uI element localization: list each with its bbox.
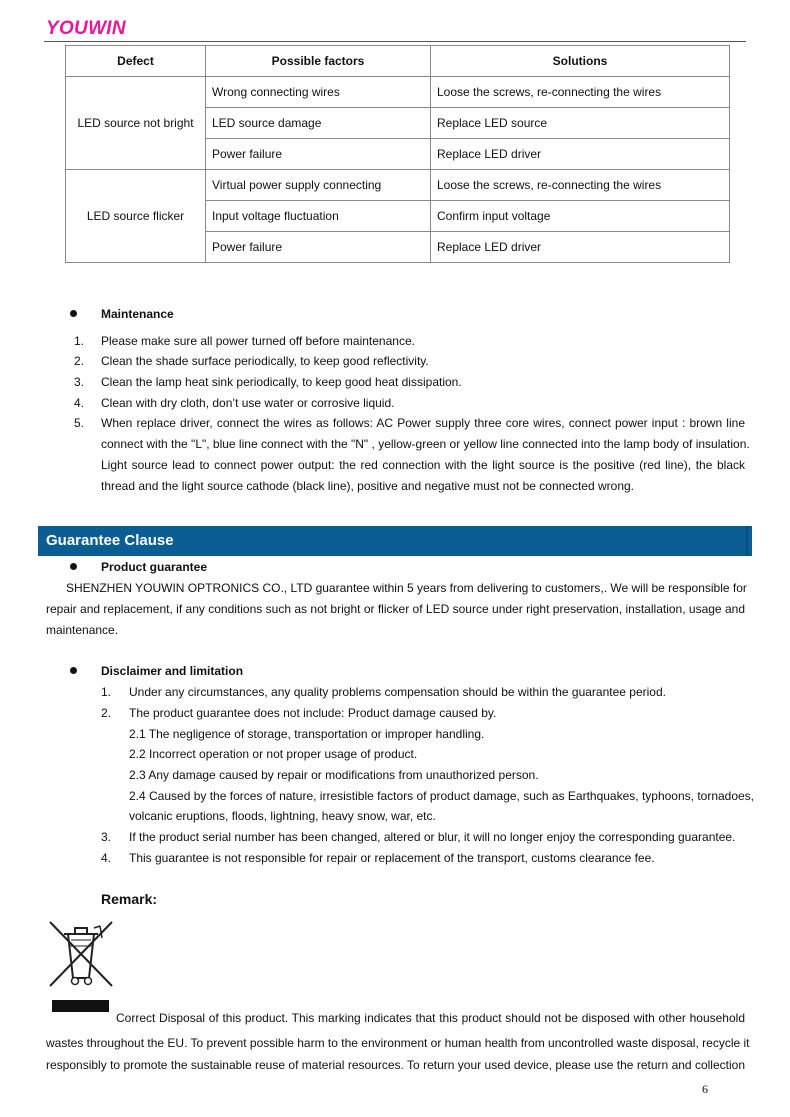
list-item-number: 1. bbox=[101, 685, 112, 699]
defect-table bbox=[65, 45, 730, 263]
list-item-number: 3. bbox=[74, 375, 85, 389]
list-item-line: thread and the light source cathode (black line), positive and negative must not be connected wrong. bbox=[101, 479, 634, 493]
list-item: This guarantee is not responsible for repair or replacement of the transport, customs clearance fee. bbox=[129, 851, 655, 865]
sub-list-item: 2.1 The negligence of storage, transportation or improper handling. bbox=[129, 727, 485, 741]
sub-list-item: 2.3 Any damage caused by repair or modifications from unauthorized person. bbox=[129, 768, 539, 782]
factor-cell: LED source damage bbox=[206, 108, 431, 139]
paragraph-line: Correct Disposal of this product. This marking indicates that this product should not be disposed with other household bbox=[116, 1011, 745, 1025]
bullet-icon bbox=[70, 310, 77, 317]
list-item-number: 2. bbox=[101, 706, 112, 720]
list-item-number: 5. bbox=[74, 416, 85, 430]
list-item: The product guarantee does not include: Product damage caused by. bbox=[129, 706, 497, 720]
solution-cell: Loose the screws, re-connecting the wires bbox=[431, 170, 730, 201]
paragraph-line: SHENZHEN YOUWIN OPTRONICS CO., LTD guarantee within 5 years from delivering to customers,. We will be responsible for bbox=[66, 581, 747, 595]
sub-list-item: volcanic eruptions, floods, lightning, heavy snow, war, etc. bbox=[129, 809, 436, 823]
solution-cell: Replace LED source bbox=[431, 108, 730, 139]
defect-cell: LED source flicker bbox=[66, 170, 206, 263]
paragraph-line: wastes throughout the EU. To prevent possible harm to the environment or human health from uncontrolled waste disposal, recycle it bbox=[46, 1036, 750, 1050]
paragraph-line: responsibly to promote the sustainable reuse of material resources. To return your used device, please use the return and collection bbox=[46, 1058, 745, 1072]
solution-cell: Replace LED driver bbox=[431, 232, 730, 263]
column-header-defect: Defect bbox=[66, 46, 206, 77]
list-item-number: 3. bbox=[101, 830, 112, 844]
paragraph-line: maintenance. bbox=[46, 623, 119, 637]
list-item: Clean the lamp heat sink periodically, to keep good heat dissipation. bbox=[101, 375, 462, 389]
solution-cell: Replace LED driver bbox=[431, 139, 730, 170]
list-item: If the product serial number has been changed, altered or blur, it will no longer enjoy the corresponding guarantee. bbox=[129, 830, 736, 844]
list-item-line: connect with the "L", blue line connect with the "N" , yellow-green or yellow line connected into the lamp body of insulation. bbox=[101, 437, 750, 451]
solution-cell: Confirm input voltage bbox=[431, 201, 730, 232]
disclaimer-title: Disclaimer and limitation bbox=[101, 664, 244, 678]
column-header-factors: Possible factors bbox=[206, 46, 431, 77]
factor-cell: Power failure bbox=[206, 232, 431, 263]
table-row bbox=[66, 77, 730, 108]
solution-cell: Loose the screws, re-connecting the wires bbox=[431, 77, 730, 108]
list-item: Clean the shade surface periodically, to keep good reflectivity. bbox=[101, 354, 429, 368]
table-header-row bbox=[66, 46, 730, 77]
brand-logo: YOUWIN bbox=[46, 18, 126, 39]
list-item-number: 4. bbox=[74, 396, 85, 410]
remark-title: Remark: bbox=[101, 891, 158, 907]
paragraph-line: repair and replacement, if any conditions such as not bright or flicker of LED source under right preservation, installation, usage and bbox=[46, 602, 745, 616]
sub-list-item: 2.2 Incorrect operation or not proper usage of product. bbox=[129, 747, 418, 761]
section-title: Guarantee Clause bbox=[46, 532, 174, 549]
list-item-number: 1. bbox=[74, 334, 85, 348]
factor-cell: Wrong connecting wires bbox=[206, 77, 431, 108]
list-item: Please make sure all power turned off before maintenance. bbox=[101, 334, 415, 348]
list-item-line: When replace driver, connect the wires as follows: AC Power supply three core wires, connect power input : brown line bbox=[101, 416, 745, 430]
factor-cell: Virtual power supply connecting bbox=[206, 170, 431, 201]
column-header-solutions: Solutions bbox=[431, 46, 730, 77]
table-row bbox=[66, 170, 730, 201]
list-item: Under any circumstances, any quality problems compensation should be within the guarantee period. bbox=[129, 685, 666, 699]
section-banner bbox=[38, 526, 752, 556]
defect-cell: LED source not bright bbox=[66, 77, 206, 170]
bullet-icon bbox=[70, 667, 77, 674]
weee-bin-icon bbox=[46, 918, 116, 990]
list-item: Clean with dry cloth, don’t use water or corrosive liquid. bbox=[101, 396, 395, 410]
factor-cell: Input voltage fluctuation bbox=[206, 201, 431, 232]
sub-list-item: 2.4 Caused by the forces of nature, irresistible factors of product damage, such as Earthquakes, typhoons, tornadoes, bbox=[129, 789, 755, 803]
list-item-line: Light source lead to connect power output: the red connection with the light source is the positive (red line), the black bbox=[101, 458, 745, 472]
header-divider bbox=[44, 41, 746, 42]
bullet-icon bbox=[70, 563, 77, 570]
product-guarantee-title: Product guarantee bbox=[101, 560, 208, 574]
maintenance-title: Maintenance bbox=[101, 307, 174, 321]
list-item-number: 2. bbox=[74, 354, 85, 368]
factor-cell: Power failure bbox=[206, 139, 431, 170]
list-item-number: 4. bbox=[101, 851, 112, 865]
page-number: 6 bbox=[702, 1082, 708, 1096]
weee-underline-bar bbox=[52, 1000, 109, 1012]
